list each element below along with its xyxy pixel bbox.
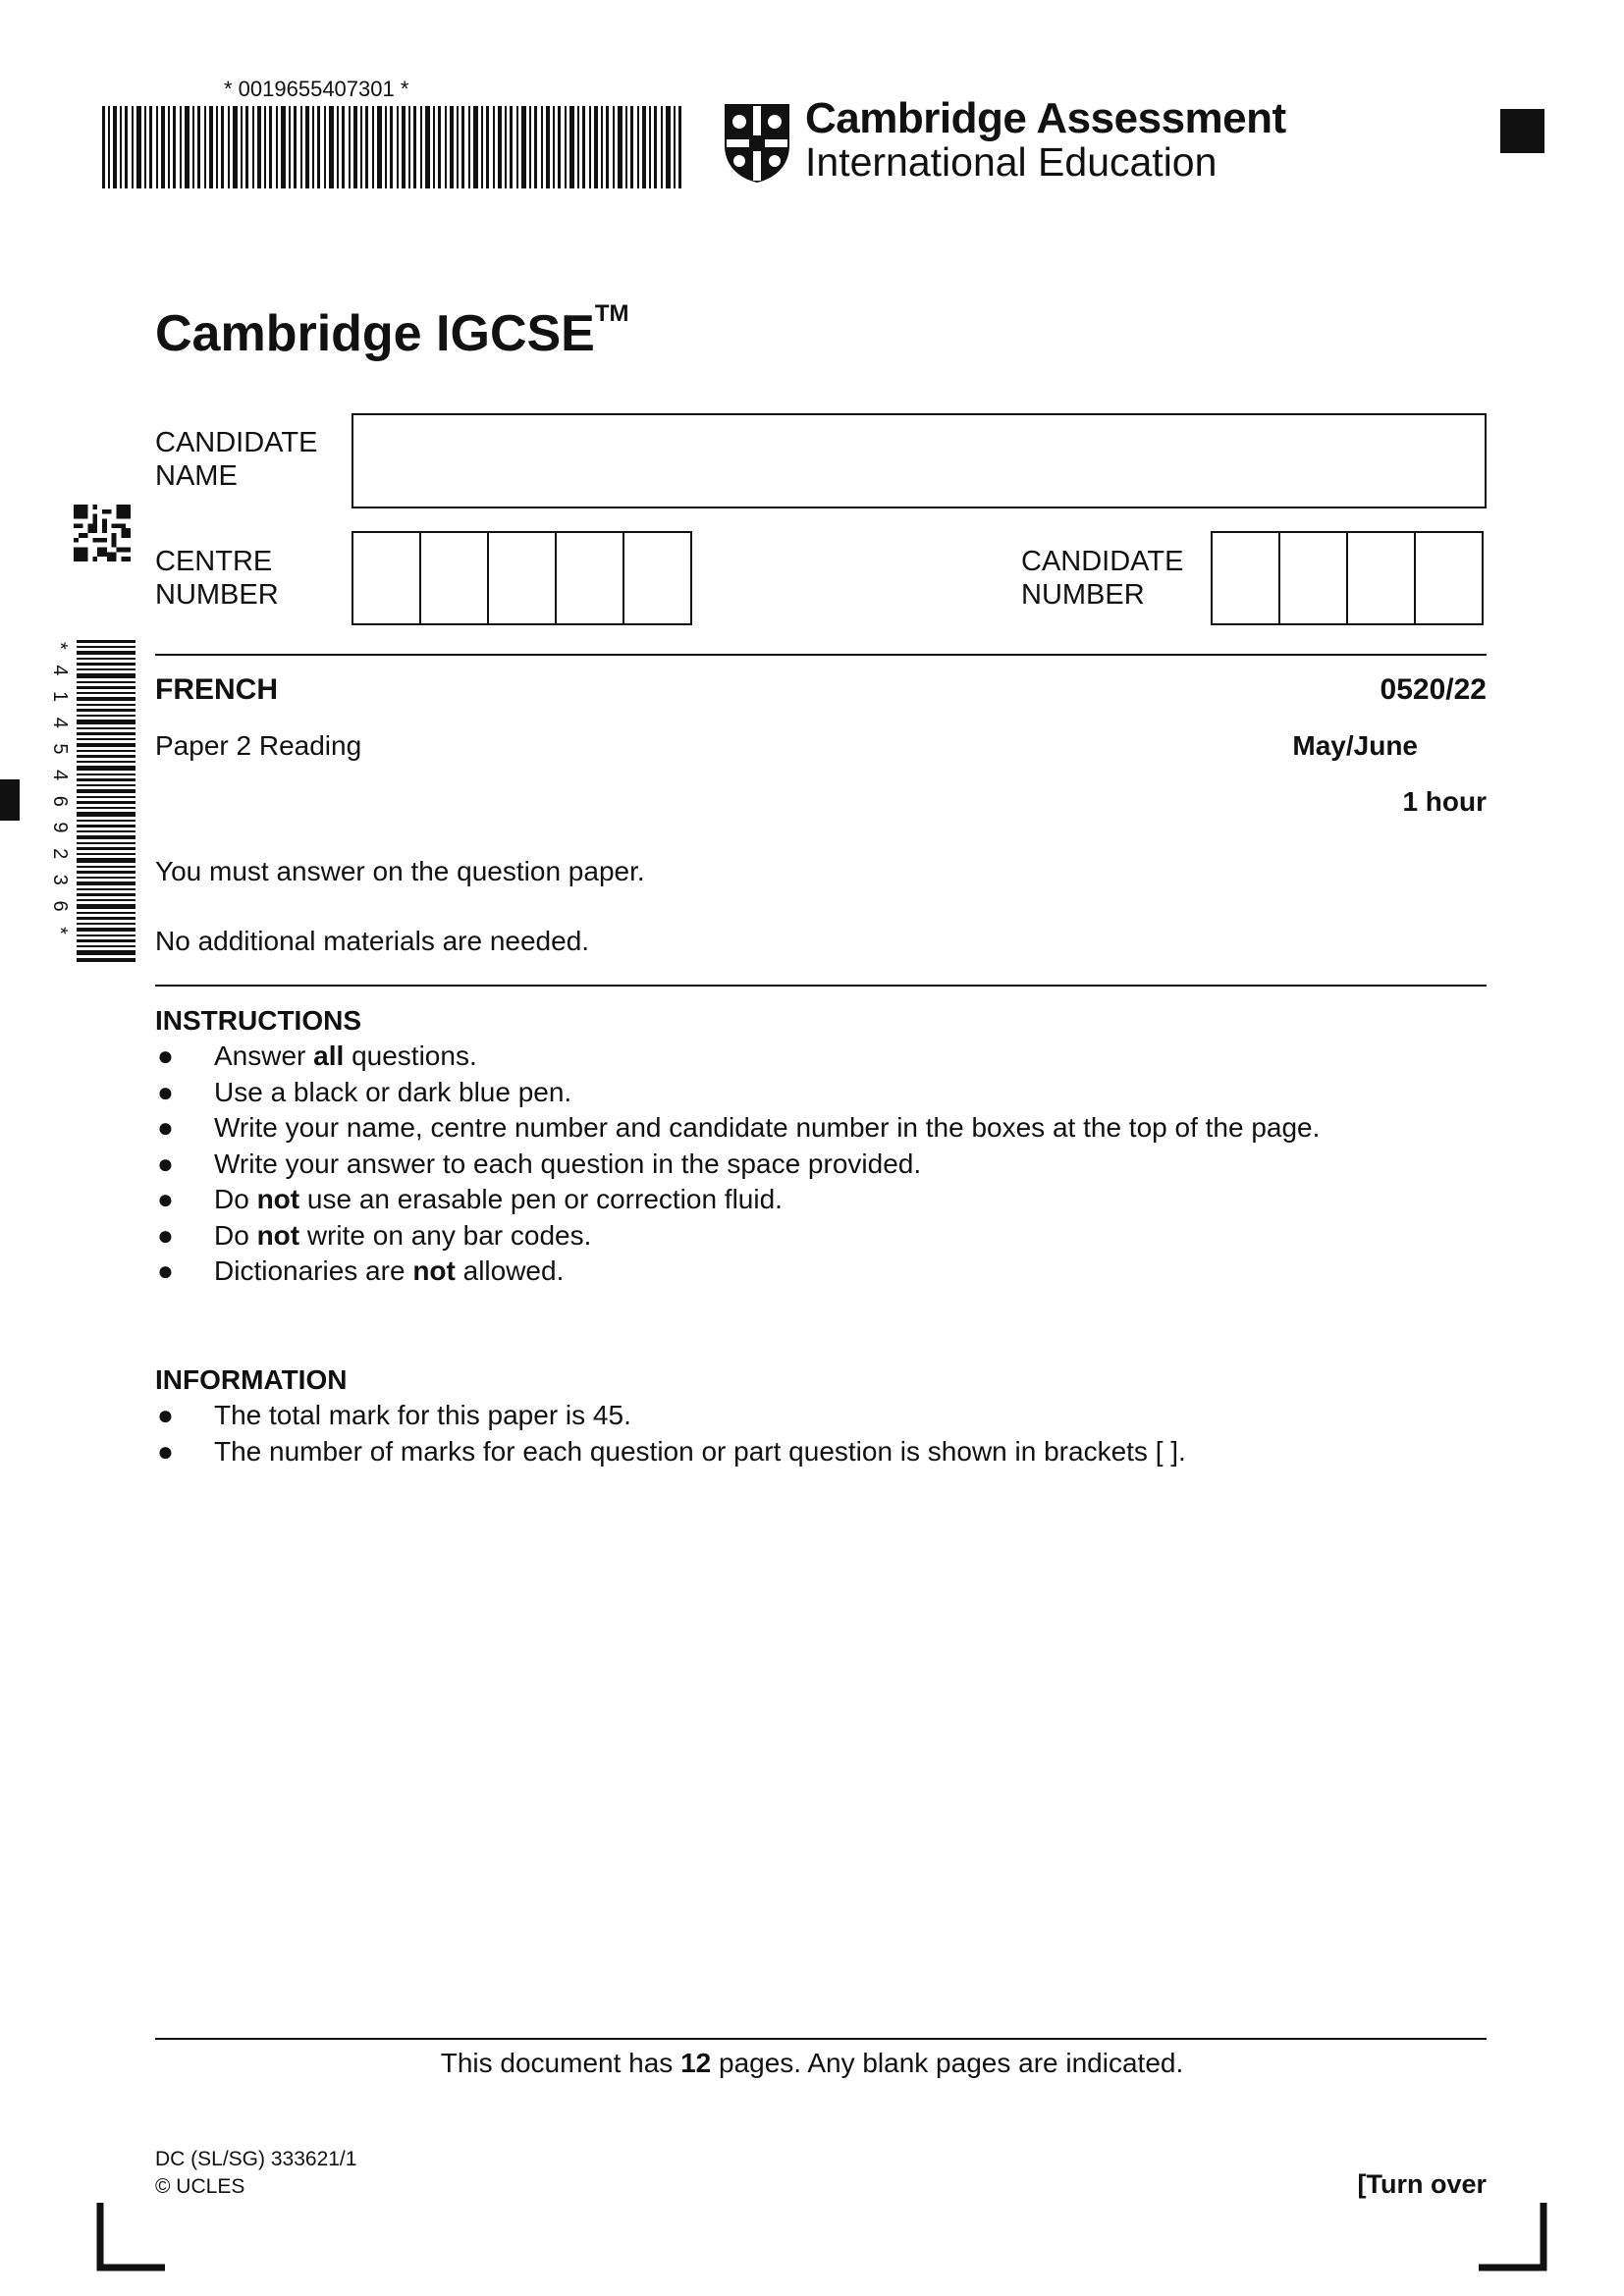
brand-subtitle: International Education [805,139,1218,185]
information-heading: INFORMATION [155,1364,348,1395]
document-code: DC (SL/SG) 333621/1 © UCLES [155,2148,357,2198]
candidate-number-field[interactable] [1211,531,1484,625]
materials-note: No additional materials are needed. [155,926,590,956]
session: May/June [1292,730,1418,761]
centre-number-field[interactable] [352,531,692,625]
candidate-number-cell[interactable] [1211,531,1280,625]
list-item: ● Do not write on any bar codes. [155,1218,1487,1255]
bullet-icon: ● [157,1148,174,1179]
instructions-heading: INSTRUCTIONS [155,1005,361,1036]
bullet-icon: ● [157,1112,174,1143]
candidate-name-label: CANDIDATE NAME [155,427,318,492]
list-item: ● Dictionaries are not allowed. [155,1254,1487,1290]
centre-number-cell[interactable] [487,531,557,625]
centre-number-cell[interactable] [623,531,692,625]
side-barcode [65,640,135,962]
candidate-number-label: CANDIDATE NUMBER [1021,546,1184,611]
list-item: ● Write your answer to each question in the space provided. [155,1147,1487,1183]
bullet-icon: ● [157,1041,174,1071]
divider [155,985,1487,987]
candidate-number-cell[interactable] [1346,531,1416,625]
side-barcode-number: * 4 1 4 5 4 6 9 2 3 6 * [49,642,71,939]
bullet-icon: ● [157,1076,174,1107]
turn-over: [Turn over [1357,2169,1487,2199]
centre-number-cell[interactable] [352,531,421,625]
side-registration-mark [0,779,20,821]
list-item: ● Do not use an erasable pen or correction fluid. [155,1182,1487,1218]
paper-name: Paper 2 Reading [155,730,362,761]
top-barcode [102,106,681,188]
bullet-icon: ● [157,1219,174,1251]
barcode-number: * 0019655407301 * [224,77,409,101]
list-item: ● The total mark for this paper is 45. [155,1398,1487,1434]
list-item: ● Answer all questions. [155,1039,1487,1075]
list-item: ● Write your name, centre number and candidate number in the boxes at the top of the page. [155,1110,1487,1147]
list-item: ● Use a black or dark blue pen. [155,1075,1487,1111]
crop-mark-icon [1479,2203,1547,2271]
subject: FRENCH [155,673,278,706]
bullet-icon: ● [157,1400,174,1430]
divider [155,654,1487,656]
centre-number-cell[interactable] [555,531,624,625]
page-count-note: This document has 12 pages. Any blank pages are indicated. [440,2048,1184,2078]
bullet-icon: ● [157,1255,174,1286]
candidate-number-cell[interactable] [1278,531,1348,625]
centre-number-cell[interactable] [419,531,489,625]
list-item: ● The number of marks for each question or part question is shown in brackets [ ]. [155,1434,1487,1470]
bullet-icon: ● [157,1435,174,1467]
registration-mark [1500,109,1544,153]
brand-title: Cambridge Assessment [805,94,1286,142]
candidate-number-cell[interactable] [1414,531,1484,625]
divider [155,2038,1487,2040]
bullet-icon: ● [157,1184,174,1214]
information-list [155,1398,1487,1469]
candidate-name-field[interactable] [352,413,1487,508]
qr-code [74,505,131,561]
page-title: Cambridge IGCSE™ [155,300,629,362]
paper-code: 0520/22 [1380,673,1487,706]
crest-icon [723,102,791,185]
trademark: TM [594,300,629,327]
crop-mark-icon [96,2203,165,2271]
duration: 1 hour [1402,786,1487,817]
answer-note: You must answer on the question paper. [155,856,645,886]
centre-number-label: CENTRE NUMBER [155,546,279,611]
instructions-list [155,1039,1487,1290]
